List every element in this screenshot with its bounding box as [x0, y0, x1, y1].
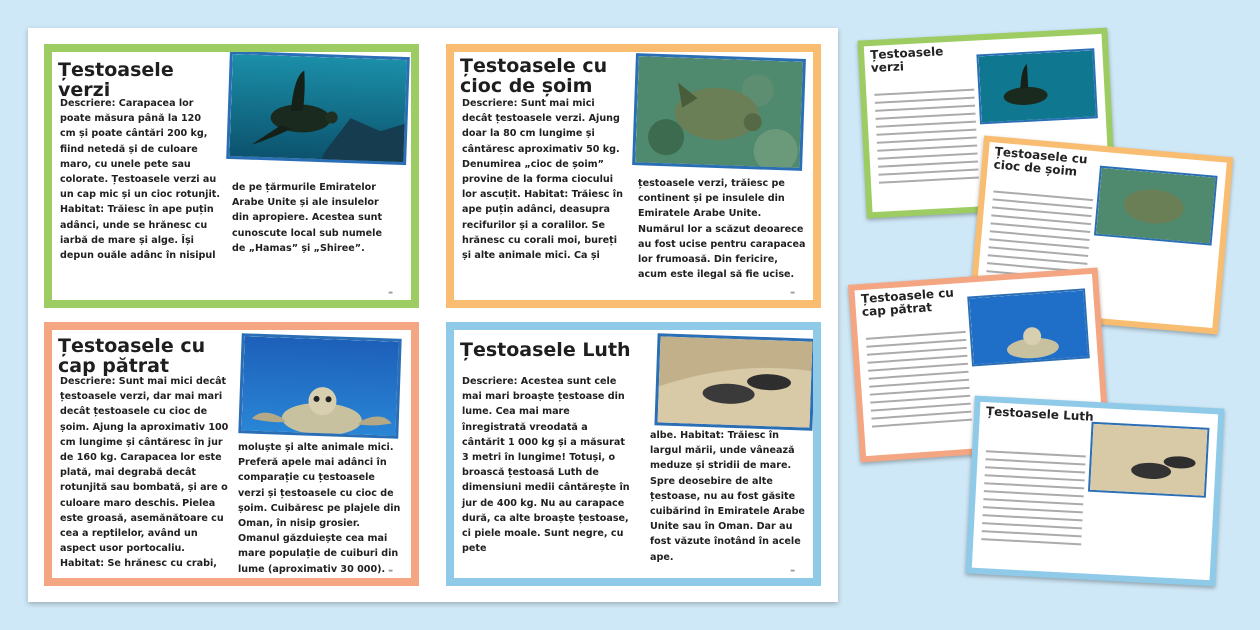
green-turtle-photo — [226, 52, 410, 165]
card-title: Țestoasele cu cioc de șoim — [460, 55, 608, 97]
hawksbill-turtle-photo — [632, 53, 806, 171]
footer-mark: ▬ — [790, 568, 795, 574]
footer-mark: ▬ — [790, 290, 795, 296]
mini-card-leatherback-turtles — [966, 396, 1225, 587]
mini-card-title: Țestoasele Luth — [985, 404, 1094, 424]
mini-card-title: Țestoasele cu cioc de șoim — [993, 144, 1089, 179]
card-title: Țestoasele Luth — [460, 339, 631, 361]
card-hawksbill-turtles — [446, 44, 821, 308]
card-loggerhead-turtles — [44, 322, 419, 586]
fact-sheet — [28, 28, 838, 602]
mini-card-title: Țestoasele verzi — [869, 44, 944, 75]
mini-card-title: Țestoasele cu cap pătrat — [860, 285, 955, 320]
leatherback-turtle-photo — [654, 333, 813, 430]
green-turtle-photo-small — [976, 48, 1098, 124]
card-text-right: moluște și alte animale mici. Preferă apele mai adânci în comparație cu țestoasele verzi și țestoasele cu cioc de șoim. Cuibăresc pe plajele din Oman, în nisip grosier. Omanul găzduiește cea mai mare populație de cuiburi din lume (aproximativ 30 000). — [238, 442, 401, 575]
mini-card-text-lines — [874, 89, 980, 204]
leatherback-turtle-photo-small — [1088, 422, 1210, 498]
card-green-turtles — [44, 44, 419, 308]
footer-mark: ▬ — [388, 568, 393, 574]
card-text-left: Descriere: Acestea sunt cele mai mari broaște țestoase din lume. Cea mai mare înregistrată vreodată a cântărit 1 000 kg și a măsurat 3 metri în lungime! Totuși, o broască țestoasă Luth de dimensiuni medii cântărește în jur de 400 kg. Nu au carapace dură, ca alte broaște țestoase, ci piele moale. Sunt negre, cu pete — [462, 376, 630, 555]
card-leatherback-turtles — [446, 322, 821, 586]
card-text-right: de pe țărmurile Emiratelor Arabe Unite și ale insulelor din apropiere. Acestea sunt cunoscute local sub numele de „Hamas” și „Shiree”. — [232, 182, 383, 254]
card-text-left: Descriere: Carapacea lor poate măsura până la 120 cm și poate cântări 200 kg, fiind netedă și de culoare maro, cu unele pete sau colorate. Țestoasele verzi au un cap mic și un cioc rotunjit. Habitat: Trăiesc în ape puțin adânci, unde se hrănesc cu iarbă de mare și alge. Își depun ouăle adânc în nisipul — [60, 98, 220, 262]
card-text-left: Descriere: Sunt mai mici decât țestoasele verzi, dar mai mari decât țestoasele cu cioc de șoim. Ajung la aproximativ 100 cm lungime și cântăresc în jur de 160 kg. Carapacea lor este plată, mai degrabă decât rotunjită sau bombată, și are o culoare maro deschis. Pielea este groasă, asemănătoare cu cea a reptilelor, având un aspect usor portocaliu. Habitat: Se hrănesc cu crabi, — [60, 376, 229, 570]
card-text-left: Descriere: Sunt mai mici decât țestoasele verzi. Ajung doar la 80 cm lungime și cântăresc aproximativ 50 kg. Denumirea „cioc de șoim” provine de la forma ciocului lor ascuțit. Habitat: Trăiesc în ape puțin adânci, deasupra recifurilor și a coralilor. Se hrănesc cu corali moi, bureți și alte animale mici. Ca și — [462, 98, 623, 262]
mini-card-text-lines — [866, 331, 973, 448]
hawksbill-turtle-photo-small — [1094, 166, 1218, 246]
card-title: Țestoasele verzi — [58, 59, 174, 101]
loggerhead-turtle-photo-small — [967, 288, 1090, 366]
footer-mark: ▬ — [388, 290, 393, 296]
loggerhead-turtle-photo — [238, 333, 401, 439]
card-text-right: albe. Habitat: Trăiesc în largul mării, unde vânează meduze și stridii de mare. Spre deosebire de alte țestoase, nu au fost găsite cuibărind în Emiratele Arabe Unite sau în Oman. Dar au fost văzute înotând în acele ape. — [650, 430, 805, 563]
card-title: Țestoasele cu cap pătrat — [58, 335, 206, 377]
mini-card-text-lines — [980, 450, 1086, 565]
card-text-right: țestoasele verzi, trăiesc pe continent și pe insulele din Emiratele Arabe Unite. Numărul lor a scăzut deoarece au fost ucise pentru carapacea lor frumoasă. Din fericire, acum este ilegal să fie ucise. — [638, 178, 806, 281]
